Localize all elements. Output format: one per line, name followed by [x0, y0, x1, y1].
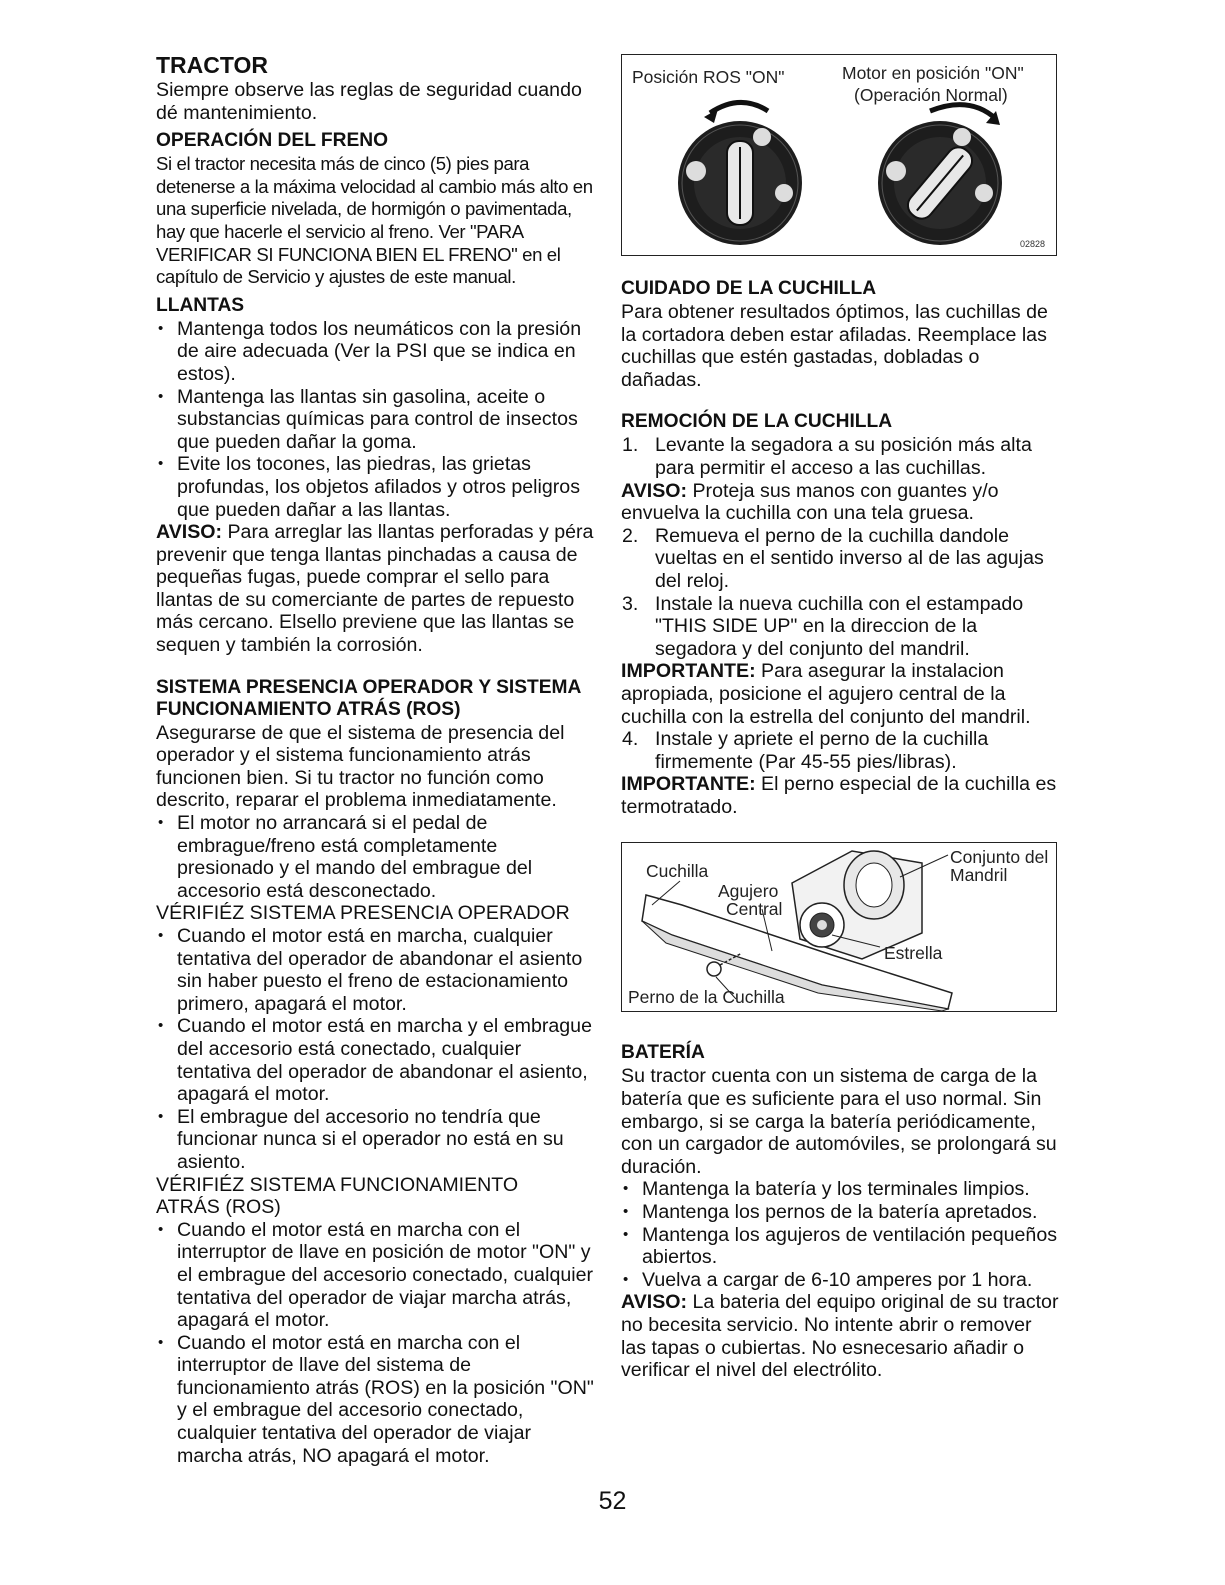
section-title-llantas: LLANTAS — [156, 294, 245, 316]
list-item: • El motor no arrancará si el pedal de embrague/freno está completamente presionado y el mando del embrague del accesorio está desconectado. — [156, 812, 596, 902]
sistema-sub-ros: VÉRIFIÉZ SISTEMA FUNCIONAMIENTO ATRÁS (ROS) — [156, 1173, 519, 1219]
figure-code: 02828 — [1020, 239, 1046, 249]
list-item: • Mantenga los agujeros de ventilación pequeños abiertos. — [621, 1224, 1061, 1269]
aviso-label: AVISO: — [621, 479, 688, 502]
sistema-intro: Asegurarse de que el sistema de presencia del operador y el sistema funcionamiento atrás funcionen bien. Si tu tractor no función como descrito, reparar el problema inmediatamente. — [156, 721, 565, 812]
tractor-intro: Siempre observe las reglas de seguridad cuando dé mantenimiento. — [156, 79, 582, 124]
list-item: • Mantenga las llantas sin gasolina, aceite o substancias químicas para control de insectos que pueden dañar la goma. — [156, 386, 596, 454]
figure-label-central: Central — [726, 899, 783, 920]
freno-text: Si el tractor necesita más de cinco (5) pies para detenerse a la máxima velocidad al cambio más alto en una superficie nivelada, de hormigón o pavimentada, hay que hacerle el servicio al freno. Ver "PARA VERIFICAR SI FUNCIONA BIEN EL FRENO" en el capítulo de Servicio y ajustes de este manual. — [156, 153, 593, 288]
bateria-list — [621, 1178, 1061, 1291]
aviso-text: Proteja sus manos con guantes y/o envuelva la cuchilla con una tela gruesa. — [621, 479, 999, 525]
step-text: Instale y apriete el perno de la cuchilla firmemente (Par 45-55 pies/libras). — [655, 728, 989, 773]
left-column — [156, 52, 596, 1467]
remocion-steps-2 — [621, 525, 1061, 661]
section-title-remocion: REMOCIÓN DE LA CUCHILLA — [621, 411, 893, 433]
aviso-text: Para arreglar las llantas perforadas y péra prevenir que tenga llantas pinchadas a causa de pequeñas fugas, puede comprar el sello para llantas de su comerciante de partes de repuesto más cercano. Elsello previene que las llantas se sequen y también la corrosión. — [156, 521, 594, 657]
sistema-list-2 — [156, 925, 596, 1174]
sistema-sub-operador: VÉRIFIÉZ SISTEMA PRESENCIA OPERADOR — [156, 902, 570, 925]
remocion-steps-1 — [621, 434, 1061, 479]
cuidado-text: Para obtener resultados óptimos, las cuchillas de la cortadora deben estar afiladas. Reemplace las cuchillas que estén gastadas, dobladas o dañadas. — [621, 301, 1048, 391]
step-number: 2. — [622, 524, 639, 547]
step-text: Remueva el perno de la cuchilla dandole vueltas en el sentido inverso al de las agujas del reloj. — [655, 524, 1044, 592]
list-item: • Evite los tocones, las piedras, las grietas profundas, los objetos afilados y otros peligros que pueden dañar a las llantas. — [156, 453, 596, 521]
aviso-label: AVISO: — [156, 521, 223, 544]
right-column — [621, 54, 1061, 1382]
remocion-importante-1 — [621, 660, 1061, 728]
list-item: • Vuelva a cargar de 6-10 amperes por 1 hora. — [621, 1269, 1061, 1292]
bateria-text: Su tractor cuenta con un sistema de carga de la batería que es suficiente para el uso normal. Sin embargo, si se carga la batería periódicamente, con un cargador de automóviles, se prolongará su duración. — [621, 1065, 1057, 1178]
ignition-switch-drawing — [622, 55, 1056, 255]
importante-text: El perno especial de la cuchilla es termotratado. — [621, 773, 1057, 818]
section-title-bateria: BATERÍA — [621, 1042, 705, 1064]
bateria-aviso — [621, 1291, 1061, 1381]
section-title-cuidado: CUIDADO DE LA CUCHILLA — [621, 278, 877, 299]
remocion-steps-3 — [621, 728, 1061, 773]
figure-label-normal: (Operación Normal) — [854, 85, 1008, 105]
step-text: Levante la segadora a su posición más alta para permitir el acceso a las cuchillas. — [655, 434, 1032, 479]
figure-label-mandril: Mandril — [950, 865, 1008, 886]
sistema-list-3 — [156, 1219, 596, 1468]
figure-label-cuchilla: Cuchilla — [646, 861, 709, 882]
list-item: • Mantenga todos los neumáticos con la presión de aire adecuada (Ver la PSI que se indica en estos). — [156, 318, 596, 386]
figure-label-ros-on: Posición ROS "ON" — [632, 67, 785, 87]
step-number: 1. — [622, 434, 639, 457]
section-title-sistema: SISTEMA PRESENCIA OPERADOR Y SISTEMA FUNCIONAMIENTO ATRÁS (ROS) — [156, 676, 581, 720]
section-title-tractor: TRACTOR — [156, 52, 269, 78]
remocion-importante-2 — [621, 773, 1061, 818]
step-number: 4. — [622, 728, 639, 751]
llantas-list — [156, 318, 596, 521]
sistema-list-1 — [156, 812, 596, 902]
figure-label-conjunto: Conjunto del — [950, 847, 1049, 868]
importante-text: Para asegurar la instalacion apropiada, posicione el agujero central de la cuchilla con la estrella del conjunto del mandril. — [621, 660, 1031, 728]
aviso-label: AVISO: — [621, 1291, 688, 1314]
figure-label-estrella: Estrella — [884, 943, 943, 964]
figure-ignition-switch — [621, 54, 1057, 256]
page-number: 52 — [598, 1487, 627, 1515]
llantas-aviso — [156, 521, 596, 657]
list-item: • Cuando el motor está en marcha con el interruptor de llave en posición de motor "ON" y el embrague del accesorio conectado, cualquier tentativa del operador de viajar marcha atrás, apagará el motor. — [156, 1219, 596, 1332]
remocion-aviso — [621, 480, 1061, 525]
list-item — [621, 728, 1061, 773]
importante-label: IMPORTANTE: — [621, 660, 756, 683]
list-item: • Mantenga la batería y los terminales limpios. — [621, 1178, 1061, 1201]
list-item: • Mantenga los pernos de la batería apretados. — [621, 1201, 1061, 1224]
figure-label-perno: Perno de la Cuchilla — [628, 987, 785, 1008]
aviso-text: La bateria del equipo original de su tractor no becesita servicio. No intente abrir o remover las tapas o cubiertas. No esnecesario añadir o verificar el nivel del electrólito. — [621, 1291, 1059, 1382]
importante-label: IMPORTANTE: — [621, 773, 756, 796]
list-item: • El embrague del accesorio no tendría que funcionar nunca si el operador no está en su asiento. — [156, 1106, 596, 1174]
figure-label-agujero: Agujero — [718, 881, 779, 902]
list-item — [621, 593, 1061, 661]
list-item: • Cuando el motor está en marcha, cualquier tentativa del operador de abandonar el asiento sin haber puesto el freno de estacionamiento primero, apagará el motor. — [156, 925, 596, 1015]
figure-label-motor-on: Motor en posición "ON" — [842, 63, 1024, 83]
figure-blade-assembly — [621, 842, 1057, 1012]
list-item — [621, 525, 1061, 593]
section-title-freno: OPERACIÓN DEL FRENO — [156, 130, 389, 152]
step-text: Instale la nueva cuchilla con el estampado "THIS SIDE UP" en la direccion de la segadora y del conjunto del mandril. — [655, 592, 1024, 660]
list-item: • Cuando el motor está en marcha con el interruptor de llave del sistema de funcionamiento atrás (ROS) en la posición "ON" y el embrague del accesorio conectado, cualquier tentativa del operador de viajar marcha atrás, NO apagará el motor. — [156, 1332, 596, 1468]
list-item: • Cuando el motor está en marcha y el embrague del accesorio está conectado, cualquier tentativa del operador de abandonar el asiento, apagará el motor. — [156, 1015, 596, 1105]
step-number: 3. — [622, 592, 639, 615]
list-item — [621, 434, 1061, 479]
